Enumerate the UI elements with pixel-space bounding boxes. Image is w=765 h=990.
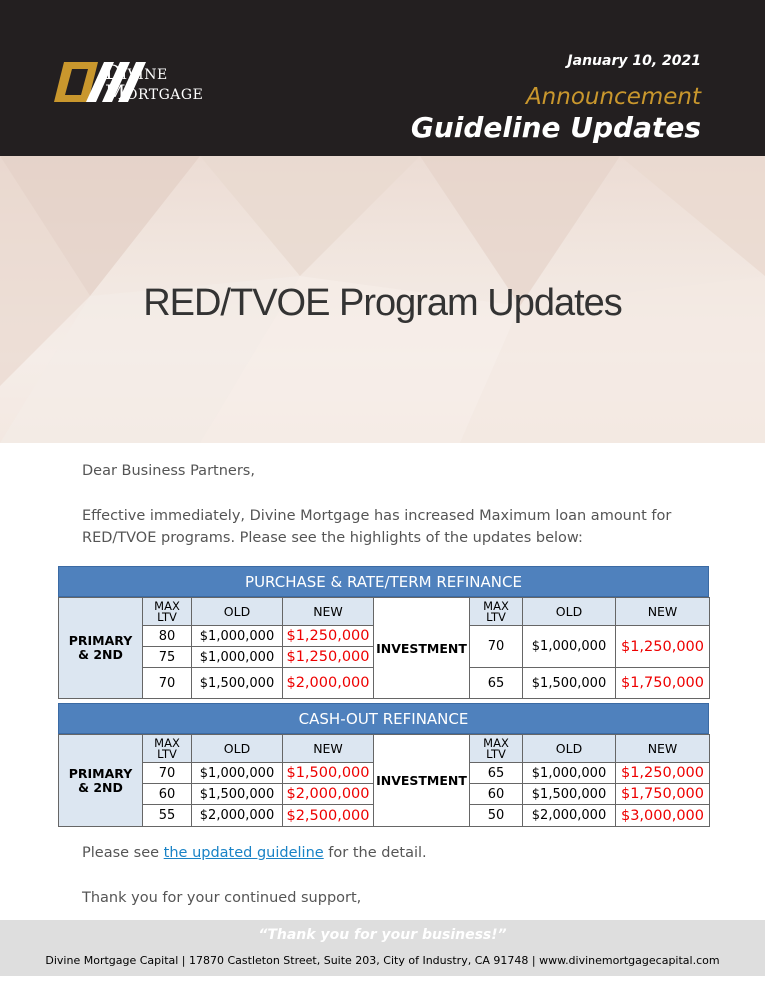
old-amount-cell: $2,000,000 xyxy=(523,805,616,827)
old-amount-cell: $1,000,000 xyxy=(523,763,616,784)
new-header: NEW xyxy=(283,598,374,626)
footer-bar xyxy=(0,920,765,976)
max-ltv-header-line-2: LTV xyxy=(486,609,506,624)
old-amount-cell: $1,500,000 xyxy=(192,784,283,805)
ltv-cell: 70 xyxy=(143,668,192,699)
new-amount-cell: $1,500,000 xyxy=(283,763,374,784)
logo-line-2: Mortgage xyxy=(105,80,204,104)
old-header: OLD xyxy=(192,598,283,626)
new-amount-cell: $2,000,000 xyxy=(283,784,374,805)
investment-group-label: INVESTMENT xyxy=(374,598,470,699)
guideline-reference xyxy=(82,842,427,864)
old-amount-cell: $1,000,000 xyxy=(523,626,616,668)
new-amount-cell: $1,250,000 xyxy=(283,647,374,668)
ltv-cell: 75 xyxy=(143,647,192,668)
old-amount-cell: $1,000,000 xyxy=(192,763,283,784)
old-amount-cell: $1,000,000 xyxy=(192,626,283,647)
purchase-table-title: PURCHASE & RATE/TERM REFINANCE xyxy=(58,566,709,597)
max-ltv-header xyxy=(470,598,523,626)
announcement-title: Guideline Updates xyxy=(410,111,701,144)
max-ltv-header-line-2: LTV xyxy=(486,746,506,761)
footer-quote: “Thank you for your business!” xyxy=(258,927,507,943)
cashout-table-title: CASH-OUT REFINANCE xyxy=(58,703,709,734)
old-amount-cell: $1,500,000 xyxy=(192,668,283,699)
max-ltv-header-line-1: MAX xyxy=(154,598,180,613)
announcement-kicker: Announcement xyxy=(525,84,701,110)
logo-wordmark xyxy=(105,62,203,102)
old-header: OLD xyxy=(523,598,616,626)
max-ltv-header-line-2: LTV xyxy=(157,609,177,624)
ltv-cell: 80 xyxy=(143,626,192,647)
new-amount-cell: $3,000,000 xyxy=(616,805,710,827)
new-amount-cell: $1,250,000 xyxy=(616,626,710,668)
ltv-cell: 65 xyxy=(470,763,523,784)
new-header: NEW xyxy=(616,598,710,626)
max-ltv-header-line-1: MAX xyxy=(154,735,180,750)
new-header: NEW xyxy=(616,735,710,763)
announcement-date: January 10, 2021 xyxy=(567,53,701,69)
max-ltv-header-line-1: MAX xyxy=(483,598,509,613)
cashout-table xyxy=(58,703,709,827)
ltv-cell: 50 xyxy=(470,805,523,827)
logo-line-1: Divine xyxy=(105,60,168,84)
ltv-cell: 70 xyxy=(143,763,192,784)
new-amount-cell: $2,000,000 xyxy=(283,668,374,699)
ltv-cell: 70 xyxy=(470,626,523,668)
ltv-cell: 55 xyxy=(143,805,192,827)
footer-address: Divine Mortgage Capital | 17870 Castleton Street, Suite 203, City of Industry, CA 91748 | www.divinemortgagecapital.com xyxy=(45,954,720,967)
hero-title: RED/TVOE Program Updates xyxy=(143,282,622,324)
closing-thanks: Thank you for your continued support, xyxy=(82,890,362,906)
ltv-cell: 65 xyxy=(470,668,523,699)
max-ltv-header xyxy=(470,735,523,763)
header-banner xyxy=(0,0,765,156)
primary-group-line-2: & 2ND xyxy=(78,647,123,662)
primary-group-line-1: PRIMARY xyxy=(68,633,133,648)
primary-group-line-1: PRIMARY xyxy=(68,765,133,781)
new-amount-cell: $1,750,000 xyxy=(616,668,710,699)
ltv-cell: 60 xyxy=(470,784,523,805)
intro-line-2: RED/TVOE programs. Please see the highlights of the updates below: xyxy=(82,530,583,546)
max-ltv-header-line-1: MAX xyxy=(483,735,509,750)
old-amount-cell: $1,500,000 xyxy=(523,784,616,805)
purchase-table xyxy=(58,566,709,699)
ltv-cell: 60 xyxy=(143,784,192,805)
max-ltv-header xyxy=(143,598,192,626)
new-header: NEW xyxy=(283,735,374,763)
primary-group-line-2: & 2ND xyxy=(78,779,123,795)
hero-banner xyxy=(0,156,765,443)
cashout-rate-table xyxy=(58,734,710,827)
intro-paragraph xyxy=(82,505,671,549)
updated-guideline-link[interactable]: the updated guideline xyxy=(163,845,324,861)
old-amount-cell: $2,000,000 xyxy=(192,805,283,827)
intro-line-1: Effective immediately, Divine Mortgage has increased Maximum loan amount for xyxy=(82,508,672,524)
old-amount-cell: $1,000,000 xyxy=(192,647,283,668)
guideline-suffix: for the detail. xyxy=(323,845,427,861)
old-header: OLD xyxy=(192,735,283,763)
old-amount-cell: $1,500,000 xyxy=(523,668,616,699)
new-amount-cell: $2,500,000 xyxy=(283,805,374,827)
new-amount-cell: $1,250,000 xyxy=(616,763,710,784)
new-amount-cell: $1,250,000 xyxy=(283,626,374,647)
purchase-rate-table xyxy=(58,597,710,699)
primary-group-label xyxy=(59,598,143,699)
max-ltv-header xyxy=(143,735,192,763)
investment-group-label: INVESTMENT xyxy=(374,735,470,827)
new-amount-cell: $1,750,000 xyxy=(616,784,710,805)
primary-group-label xyxy=(59,735,143,827)
max-ltv-header-line-2: LTV xyxy=(157,746,177,761)
guideline-prefix: Please see xyxy=(82,845,164,861)
greeting: Dear Business Partners, xyxy=(82,463,255,479)
old-header: OLD xyxy=(523,735,616,763)
